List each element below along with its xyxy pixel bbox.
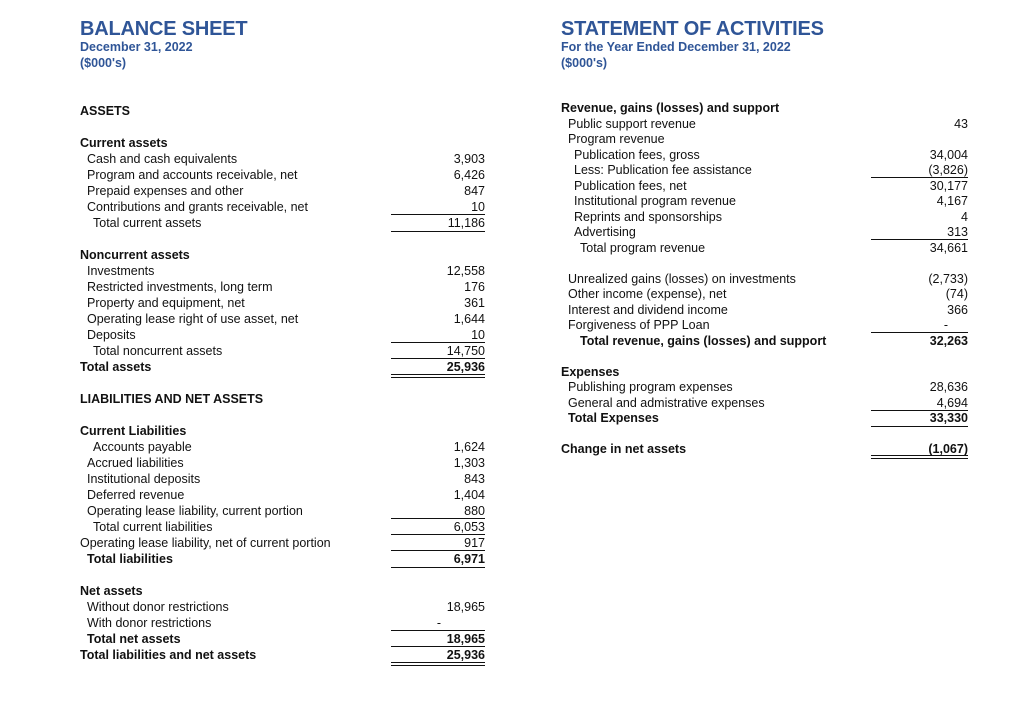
- line-item: Accrued liabilities 1,303: [87, 456, 485, 470]
- total-net-assets: Total net assets 18,965: [87, 632, 485, 646]
- double-rule: [871, 455, 968, 459]
- line-item: Prepaid expenses and other 847: [87, 184, 485, 198]
- line-item: Deposits 10: [87, 328, 485, 342]
- liabilities-heading: LIABILITIES AND NET ASSETS: [80, 392, 264, 406]
- total-rule: [391, 231, 485, 232]
- line-item: Without donor restrictions 18,965: [87, 600, 485, 614]
- current-liabilities-heading: Current Liabilities: [80, 424, 187, 438]
- total-program-revenue: Total program revenue 34,661: [580, 241, 968, 255]
- line-item: Institutional deposits 843: [87, 472, 485, 486]
- total-revenue: Total revenue, gains (losses) and support 32,263: [580, 334, 968, 348]
- assets-heading: ASSETS: [80, 104, 131, 118]
- line-item: With donor restrictions -: [87, 616, 441, 630]
- total-rule: [391, 567, 485, 568]
- current-assets-heading: Current assets: [80, 136, 168, 150]
- line-item: Publication fees, gross 34,004: [574, 148, 968, 162]
- total-current-liabilities: Total current liabilities 6,053: [93, 520, 485, 534]
- activities-period: For the Year Ended December 31, 2022: [561, 40, 791, 54]
- line-item: Public support revenue 43: [568, 117, 968, 131]
- total-current-assets: Total current assets 11,186: [93, 216, 485, 230]
- balance-sheet-units: ($000's): [80, 56, 127, 70]
- line-item: Reprints and sponsorships 4: [574, 210, 968, 224]
- line-item: Investments 12,558: [87, 264, 485, 278]
- line-item: Publishing program expenses 28,636: [568, 380, 968, 394]
- double-rule: [391, 662, 485, 666]
- line-item: Publication fees, net 30,177: [574, 179, 968, 193]
- line-item: Operating lease right of use asset, net 1,644: [87, 312, 485, 326]
- line-item: Unrealized gains (losses) on investments (2,733): [568, 272, 968, 286]
- line-item: Operating lease liability, current portion 880: [87, 504, 485, 518]
- lease-noncurrent: Operating lease liability, net of current portion 917: [80, 536, 485, 550]
- total-expenses: Total Expenses 33,330: [568, 411, 968, 425]
- line-item: Forgiveness of PPP Loan -: [568, 318, 948, 332]
- line-item: Accounts payable 1,624: [93, 440, 485, 454]
- line-item: Contributions and grants receivable, net 10: [87, 200, 485, 214]
- total-rule: [871, 426, 968, 427]
- net-assets-heading: Net assets: [80, 584, 143, 598]
- line-item: Interest and dividend income 366: [568, 303, 968, 317]
- line-item: Program and accounts receivable, net 6,426: [87, 168, 485, 182]
- line-item: Property and equipment, net 361: [87, 296, 485, 310]
- expenses-heading: Expenses: [561, 365, 620, 379]
- line-item: Other income (expense), net (74): [568, 287, 968, 301]
- activities-title: STATEMENT OF ACTIVITIES: [561, 18, 824, 40]
- program-revenue-heading: Program revenue: [568, 132, 665, 146]
- line-item: Cash and cash equivalents 3,903: [87, 152, 485, 166]
- balance-sheet-date: December 31, 2022: [80, 40, 193, 54]
- balance-sheet-title: BALANCE SHEET: [80, 18, 248, 40]
- activities-units: ($000's): [561, 56, 608, 70]
- revenue-heading: Revenue, gains (losses) and support: [561, 101, 780, 115]
- total-liabilities: Total liabilities 6,971: [87, 552, 485, 566]
- total-noncurrent-assets: Total noncurrent assets 14,750: [93, 344, 485, 358]
- line-item: General and admistrative expenses 4,694: [568, 396, 968, 410]
- line-item: Institutional program revenue 4,167: [574, 194, 968, 208]
- line-item: Less: Publication fee assistance (3,826): [574, 163, 968, 177]
- total-liabilities-net-assets: Total liabilities and net assets 25,936: [80, 648, 485, 662]
- change-in-net-assets: Change in net assets (1,067): [561, 442, 968, 456]
- line-item: Deferred revenue 1,404: [87, 488, 485, 502]
- line-item: Advertising 313: [574, 225, 968, 239]
- double-rule: [391, 374, 485, 378]
- total-assets: Total assets 25,936: [80, 360, 485, 374]
- noncurrent-assets-heading: Noncurrent assets: [80, 248, 190, 262]
- line-item: Restricted investments, long term 176: [87, 280, 485, 294]
